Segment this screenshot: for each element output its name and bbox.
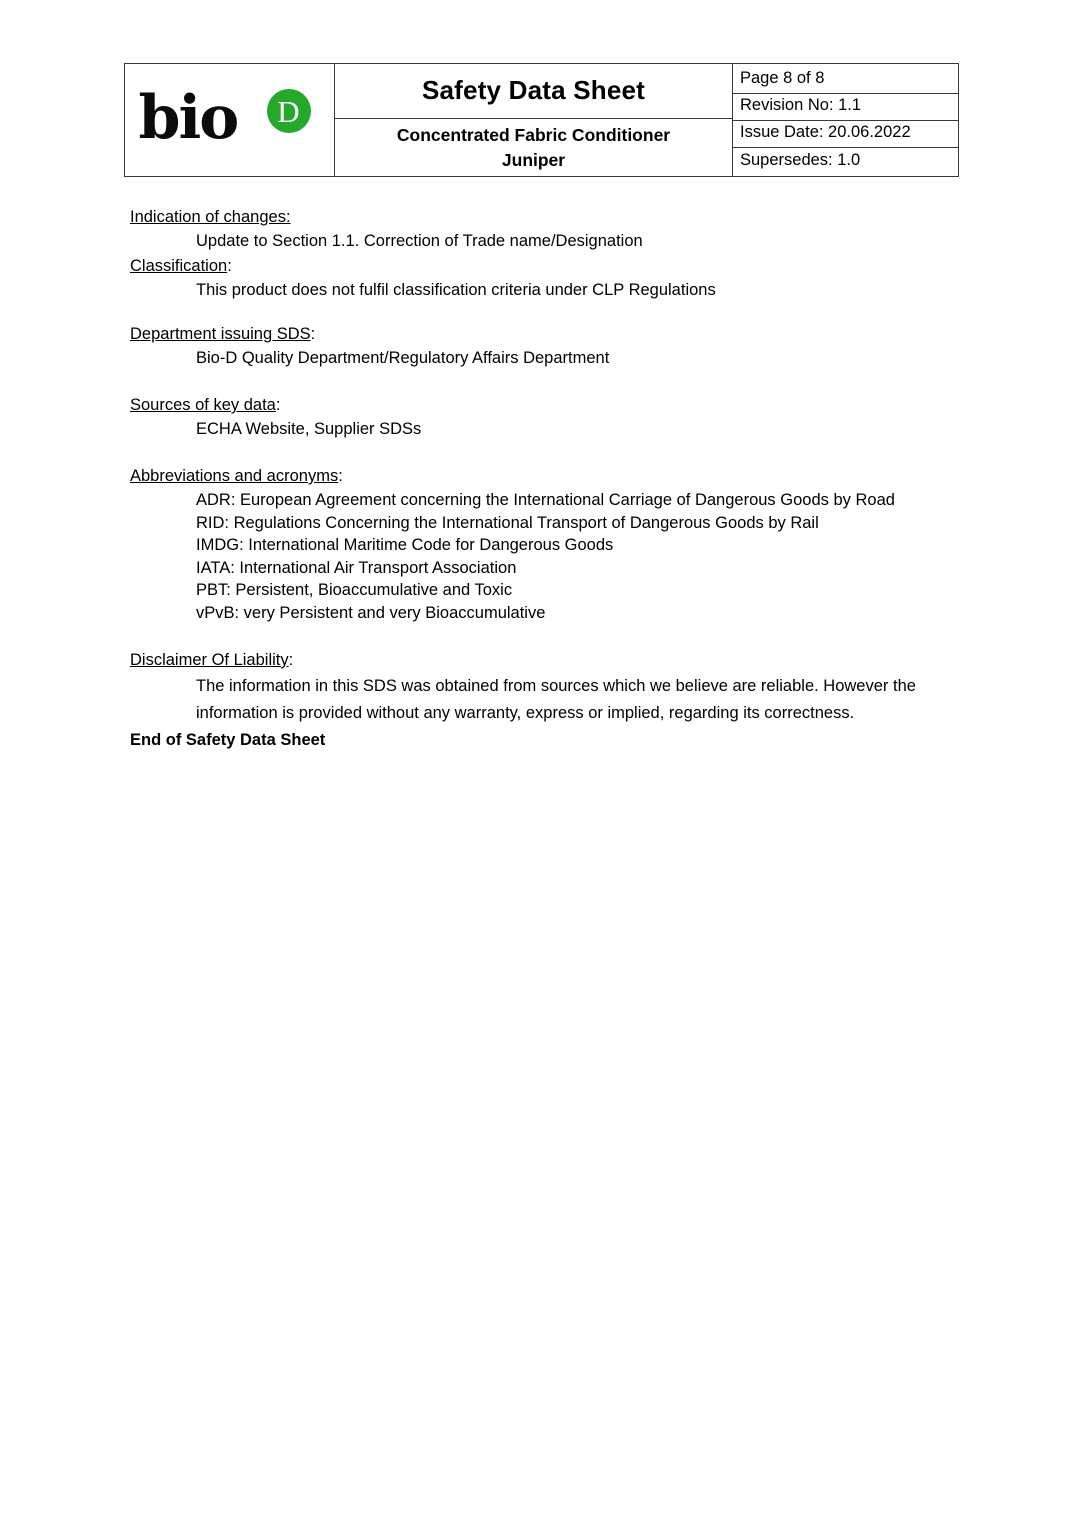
product-name-cell <box>335 118 732 176</box>
logo-green-circle-icon <box>267 89 311 133</box>
section-disclaimer-of-liability <box>130 647 940 727</box>
section-heading-text: Indication of changes: <box>130 208 291 226</box>
section-line: Bio-D Quality Department/Regulatory Affairs Department <box>196 349 610 367</box>
abbreviation-item: IMDG: International Maritime Code for Dangerous Goods <box>196 536 614 555</box>
spacer <box>130 302 940 321</box>
section-heading-colon: : <box>275 396 281 414</box>
meta-row-issue-date <box>733 120 958 147</box>
page-number: Page 8 of 8 <box>733 66 958 93</box>
document-title: Safety Data Sheet <box>335 64 732 118</box>
logo-badge-letter: D <box>277 93 300 129</box>
sds-header-table <box>124 63 959 177</box>
product-name-line-2: Juniper <box>501 150 566 171</box>
section-line: Update to Section 1.1. Correction of Trade name/Designation <box>196 232 643 250</box>
abbreviation-item: PBT: Persistent, Bioaccumulative and Toxic <box>196 581 513 600</box>
header-table-row <box>125 64 959 177</box>
section-heading <box>130 321 940 347</box>
abbreviation-item: IATA: International Air Transport Association <box>196 558 517 577</box>
abbreviation-item: RID: Regulations Concerning the International Transport of Dangerous Goods by Rail <box>196 513 819 532</box>
bio-d-logo <box>138 82 321 153</box>
supersedes-version: Supersedes: 1.0 <box>740 150 861 169</box>
section-heading-colon: : <box>310 325 316 343</box>
abbreviation-list <box>130 489 940 625</box>
section-heading <box>130 463 940 489</box>
section-heading-text: Abbreviations and acronyms <box>130 467 339 485</box>
section-sources-of-key-data <box>130 392 940 441</box>
revision-number: Revision No: 1.1 <box>733 93 958 120</box>
section-line: This product does not fulfil classification criteria under CLP Regulations <box>196 281 716 299</box>
header-title-main-row <box>335 64 732 118</box>
section-classification <box>130 253 940 302</box>
section-heading <box>130 253 940 279</box>
section-abbreviations-and-acronyms <box>130 463 940 625</box>
section-line: ECHA Website, Supplier SDSs <box>196 420 422 438</box>
section-heading <box>130 647 940 673</box>
spacer <box>130 625 940 647</box>
section-heading <box>130 392 940 418</box>
section-heading-text: Classification <box>130 257 228 275</box>
meta-row-page <box>733 66 958 93</box>
section-heading-colon: : <box>227 257 232 275</box>
section-heading-text: Disclaimer Of Liability <box>130 650 289 669</box>
header-logo-cell <box>125 64 335 177</box>
section-heading <box>130 204 940 230</box>
section-heading-colon: : <box>288 650 294 669</box>
logo-wordmark: bio <box>138 82 238 153</box>
header-title-cell <box>335 64 733 177</box>
header-meta-cell <box>733 64 959 177</box>
document-body <box>130 204 940 752</box>
section-heading-text: Sources of key data <box>130 396 276 414</box>
meta-row-supersedes <box>733 147 958 174</box>
header-title-product-row <box>335 118 732 176</box>
section-heading-colon: : <box>338 467 343 485</box>
spacer <box>130 441 940 463</box>
section-indication-of-changes <box>130 204 940 253</box>
section-department-issuing-sds <box>130 321 940 370</box>
abbreviation-item: vPvB: very Persistent and very Bioaccumulative <box>196 603 546 622</box>
header-meta-inner-table <box>733 66 958 174</box>
issue-date: Issue Date: 20.06.2022 <box>733 120 958 147</box>
meta-row-revision <box>733 93 958 120</box>
header-title-inner-table <box>335 64 732 176</box>
disclaimer-paragraph: The information in this SDS was obtained from sources which we believe are reliable. However the information is provided without any warranty, express or implied, regarding its correctness. <box>196 676 916 722</box>
abbreviation-item: ADR: European Agreement concerning the International Carriage of Dangerous Goods by Road <box>196 491 895 509</box>
section-heading-text: Department issuing SDS <box>130 325 311 343</box>
spacer <box>130 370 940 392</box>
product-name-line-1: Concentrated Fabric Conditioner <box>396 124 671 145</box>
end-of-document-label: End of Safety Data Sheet <box>130 730 326 749</box>
